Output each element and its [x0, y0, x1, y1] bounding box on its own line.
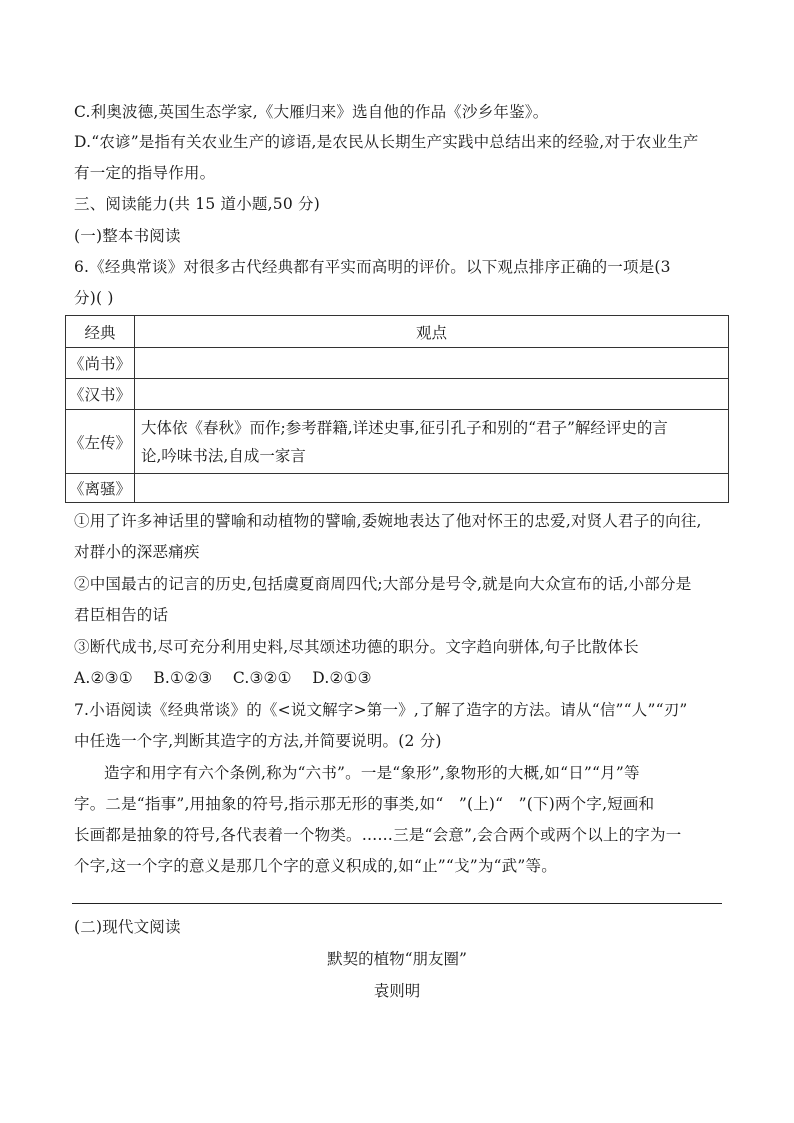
table-header-row [66, 316, 729, 348]
view-item-3: ③断代成书,尽可充分利用史料,尽其颂述功德的职分。文字趋向骈体,句子比散体长 [74, 638, 639, 656]
view-item-1-line1: ①用了许多神话里的譬喻和动植物的譬喻,委婉地表达了他对怀王的忠爱,对贤人君子的向往, [74, 512, 702, 530]
table-row [66, 379, 729, 410]
option-d-line1: D.“农谚”是指有关农业生产的谚语,是农民从长期生产实践中总结出来的经验,对于农业生产 [74, 133, 699, 151]
question-6-stem-line1: 6.《经典常谈》对很多古代经典都有平实而高明的评价。以下观点排序正确的一项是(3 [74, 258, 671, 276]
book-cell: 《左传》 [66, 410, 135, 474]
article-author: 袁则明 [373, 982, 421, 1000]
view-item-2-line2: 君臣相告的话 [74, 606, 169, 624]
view-cell [135, 379, 729, 410]
option-d-line2: 有一定的指导作用。 [74, 164, 216, 182]
view-cell [135, 348, 729, 379]
header-view: 观点 [135, 316, 729, 348]
view-line1: 大体依《春秋》而作;参考群籍,详述史事,征引孔子和别的“君子”解经评史的言 [141, 418, 668, 437]
passage-line2: 字。二是“指事”,用抽象的符号,指示那无形的事类,如“ ”(上)“ ”(下)两个字,短画和 [74, 795, 655, 813]
view-item-2-line1: ②中国最古的记言的历史,包括虞夏商周四代;大部分是号令,就是向大众宣布的话,小部分是 [74, 575, 692, 593]
table-row [66, 474, 729, 503]
table-row [66, 348, 729, 379]
passage-line3: 长画都是抽象的符号,各代表着一个物类。……三是“会意”,会合两个或两个以上的字为一 [74, 826, 682, 844]
passage-line4: 个字,这一个字的意义是那几个字的意义积成的,如“止”“戈”为“武”等。 [74, 857, 557, 875]
divider-line [72, 903, 722, 904]
answer-choices: A.②③① B.①②③ C.③②① D.②①③ [74, 669, 372, 687]
view-line2: 论,吟味书法,自成一家言 [141, 446, 306, 465]
book-cell: 《离骚》 [66, 474, 135, 503]
option-c-text: C.利奥波德,英国生态学家,《大雁归来》选自他的作品《沙乡年鉴》。 [74, 103, 549, 121]
book-cell: 《汉书》 [66, 379, 135, 410]
section-heading: 三、阅读能力(共 15 道小题,50 分) [74, 195, 320, 213]
question-6-stem-line2: 分)( ) [74, 289, 114, 307]
subsection-heading: (一)整本书阅读 [74, 227, 181, 245]
view-item-1-line2: 对群小的深恶痛疾 [74, 543, 200, 561]
question-7-stem-line2: 中任选一个字,判断其造字的方法,并简要说明。(2 分) [74, 732, 442, 750]
view-cell [135, 410, 729, 474]
book-cell: 《尚书》 [66, 348, 135, 379]
subsection-heading-2: (二)现代文阅读 [74, 918, 181, 936]
passage-line1: 造字和用字有六个条例,称为“六书”。一是“象形”,象物形的大概,如“日”“月”等 [104, 764, 640, 782]
table-row [66, 410, 729, 474]
header-classic: 经典 [66, 316, 135, 348]
classics-table [65, 315, 729, 503]
question-7-stem-line1: 7.小语阅读《经典常谈》的《<说文解字>第一》,了解了造字的方法。请从“信”“人”“刃” [74, 701, 688, 719]
article-title: 默契的植物“朋友圈” [327, 950, 467, 968]
view-cell [135, 474, 729, 503]
